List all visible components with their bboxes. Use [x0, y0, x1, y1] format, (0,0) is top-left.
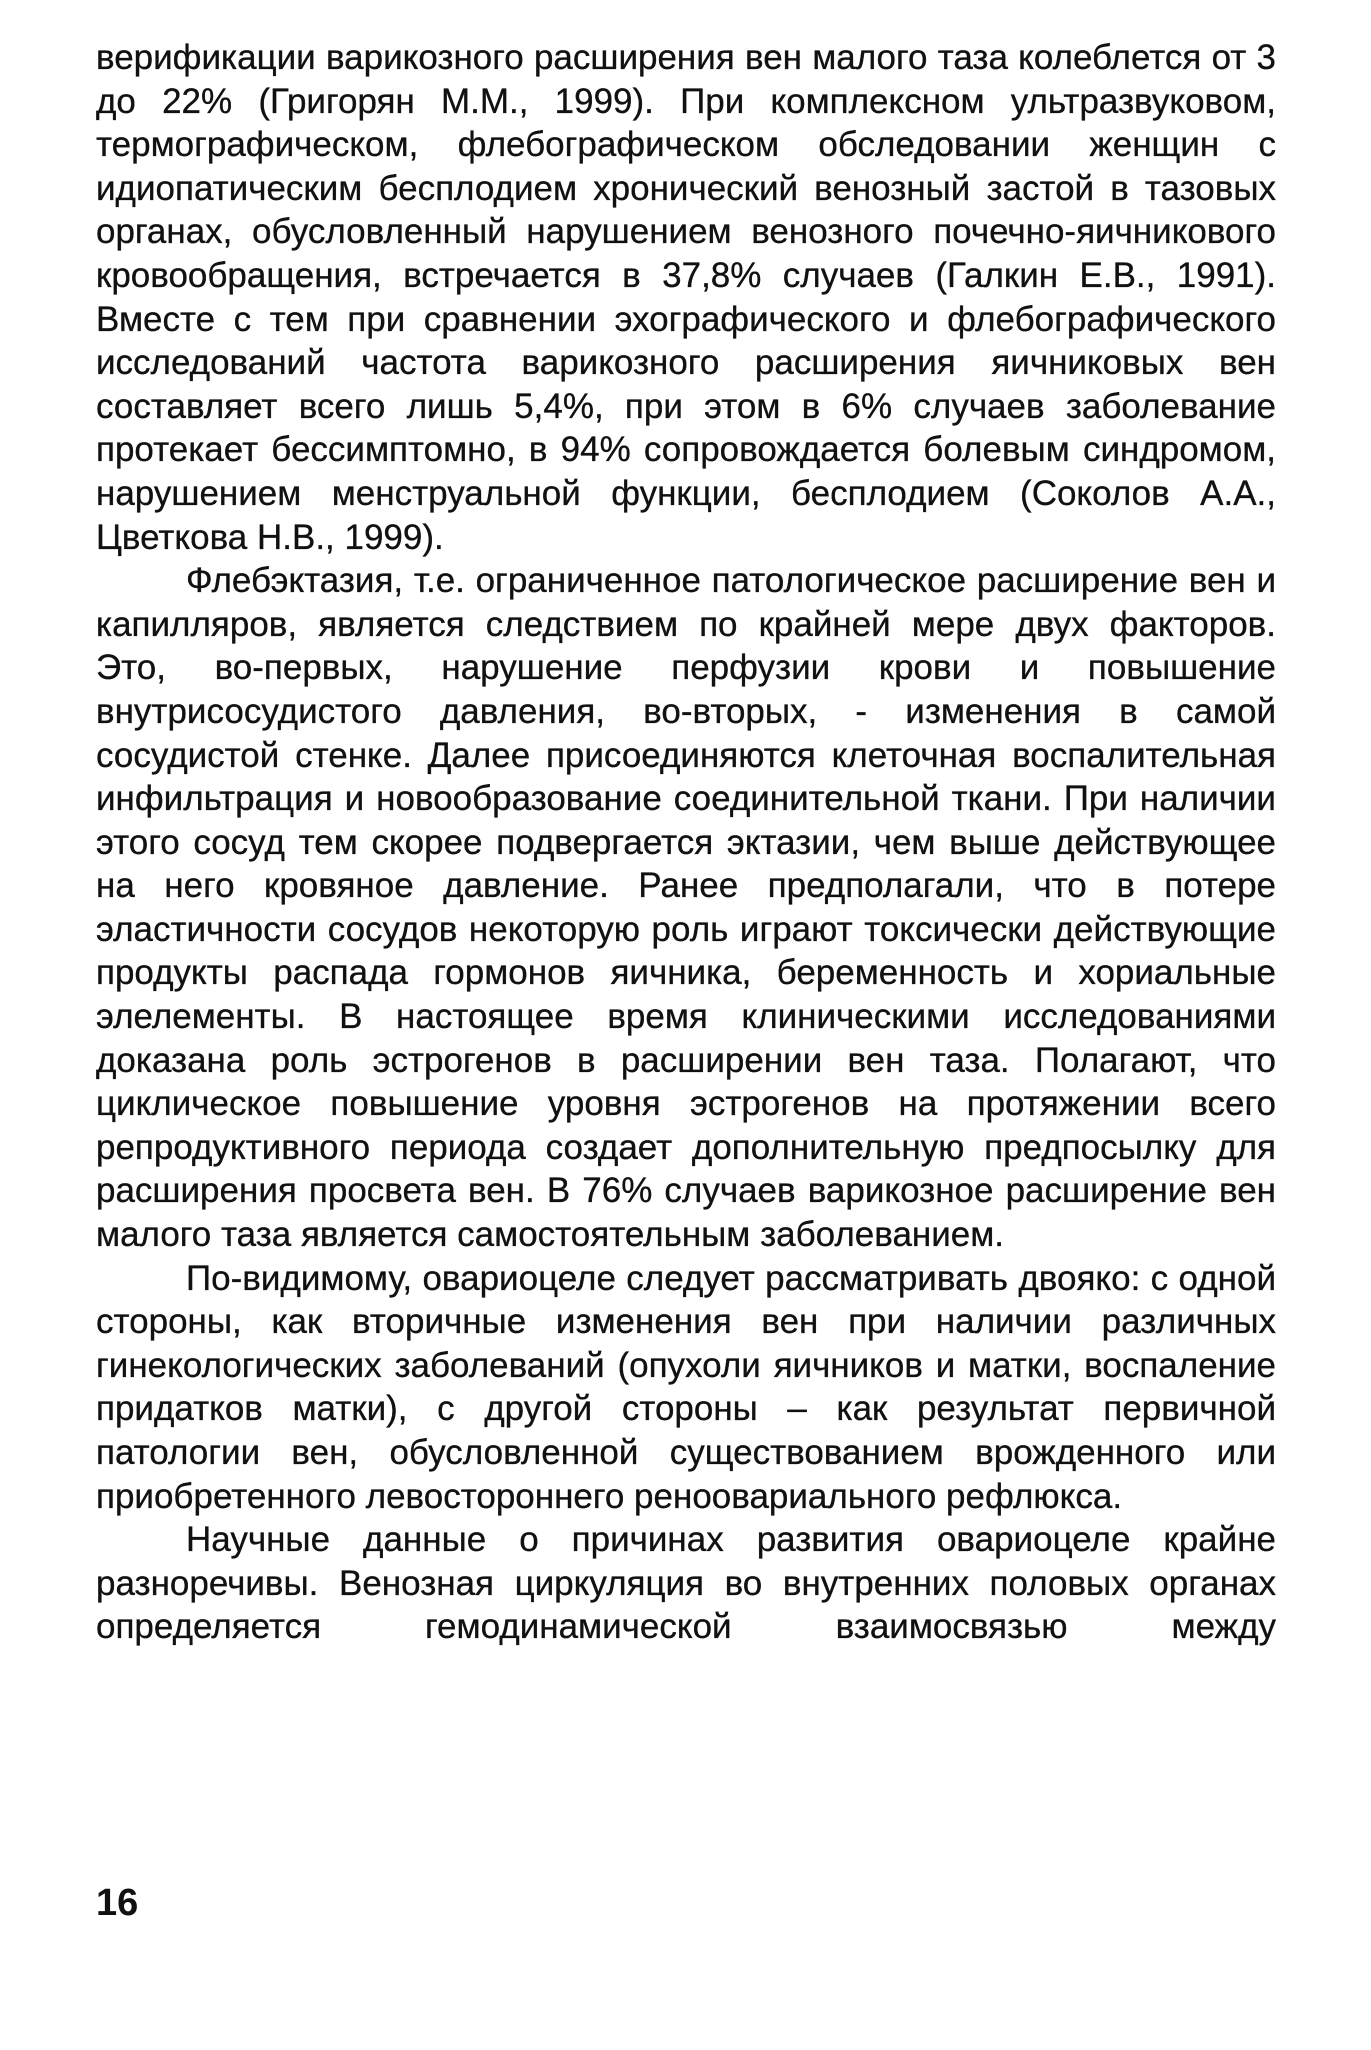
paragraph-4: Научные данные о причинах развития овариоцеле крайне разноречивы. Венозная циркуляция во внутренних половых органах определяется гемодинамической взаимосвязью между [96, 1520, 1276, 1647]
body-text [96, 36, 1276, 1649]
paragraph-2: Флебэктазия, т.е. ограниченное патологическое расширение вен и капилляров, является следствием по крайней мере двух факторов. Это, во-первых, нарушение перфузии крови и повышение внутрисосудистого давления, во-вторых, - изменения в самой сосудистой стенке. Далее присоединяются клеточная воспалительная инфильтрация и новообразование соединительной ткани. При наличии этого сосуд тем скорее подвергается эктазии, чем выше действующее на него кровяное давление. Ранее предполагали, что в потере эластичности сосудов некоторую роль играют токсически действующие продукты распада гормонов яичника, беременность и хориальные элелементы. В настоящее время клиническими исследованиями доказана роль эстрогенов в расширении вен таза. Полагают, что циклическое повышение уровня эстрогенов на протяжении всего репродуктивного периода создает дополнительную предпосылку для расширения просвета вен. В 76% случаев варикозное расширение вен малого таза является самостоятельным заболеванием. [96, 561, 1276, 1255]
page-number: 16 [96, 1882, 139, 1924]
paragraph-1: верификации варикозного расширения вен малого таза колеблется от 3 до 22% (Григорян М.М., 1999). При комплексном ультразвуковом, термографическом, флебографическом обследовании женщин с идиопатическим бесплодием хронический венозный застой в тазовых органах, обусловленный нарушением венозного почечно-яичникового кровообращения, встречается в 37,8% случаев (Галкин Е.В., 1991). Вместе с тем при сравнении эхографического и флебографического исследований частота варикозного расширения яичниковых вен составляет всего лишь 5,4%, при этом в 6% случаев заболевание протекает бессимптомно, в 94% сопровождается болевым синдромом, нарушением менструальной функции, бесплодием (Соколов А.А., Цветкова Н.В., 1999). [96, 38, 1276, 557]
paragraph-3: По-видимому, овариоцеле следует рассматривать двояко: с одной стороны, как вторичные изменения вен при наличии различных гинекологических заболеваний (опухоли яичников и матки, воспаление придатков матки), с другой стороны – как результат первичной патологии вен, обусловленной существованием врожденного или приобретенного левостороннего реноовариального рефлюкса. [96, 1258, 1276, 1516]
